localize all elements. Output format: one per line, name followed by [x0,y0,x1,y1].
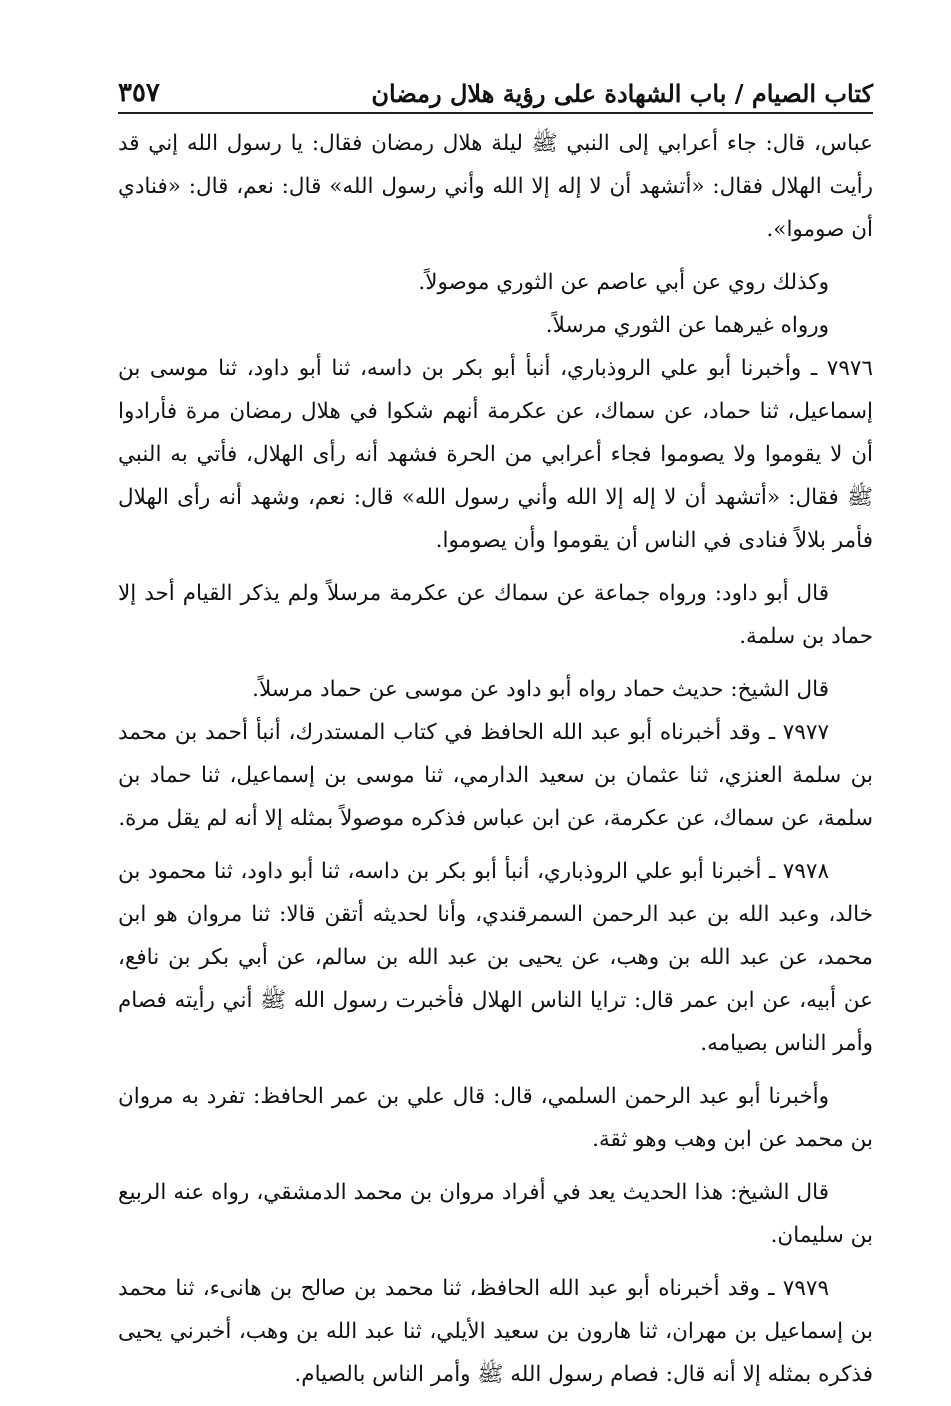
paragraph-note: ورواه غيرهما عن الثوري مرسلاً. [545,313,829,338]
page-header [118,66,873,114]
paragraph-continuation: عباس، قال: جاء أعرابي إلى النبي ﷺ ليلة هلال رمضان فقال: يا رسول الله إني قد رأيت الهلال فقال: «أتشهد أن لا إله إلا الله وأني رسول الله» قال: نعم، قال: «فنادي أن صوموا». [118,131,873,242]
paragraph-note: وكذلك روي عن أبي عاصم عن الثوري موصولاً. [418,270,829,295]
page-number: ٣٥٧ [118,78,160,108]
main-text [118,122,873,1406]
paragraph-comment: قال الشيخ: هذا الحديث يعد في أفراد مروان بن محمد الدمشقي، رواه عنه الربيع بن سليمان. [118,1180,873,1248]
running-title: كتاب الصيام / باب الشهادة على رؤية هلال رمضان [371,79,873,108]
hadith-7979: ٧٩٧٩ ـ وقد أخبرناه أبو عبد الله الحافظ، ثنا محمد بن صالح بن هانىء، ثنا محمد بن إسماعيل بن مهران، ثنا هارون بن سعيد الأيلي، ثنا عبد الله بن وهب، أخبرني يحيى فذكره بمثله إلا أنه قال: فصام رسول الله ﷺ وأمر الناس بالصيام. [118,1276,873,1387]
hadith-7976: ٧٩٧٦ ـ وأخبرنا أبو علي الروذباري، أنبأ أبو بكر بن داسه، ثنا أبو داود، ثنا موسى بن إسماعيل، ثنا حماد، عن سماك، عن عكرمة أنهم شكوا في هلال رمضان مرة فأرادوا أن لا يقوموا ولا يصوموا فجاء أعرابي من الحرة فشهد أنه رأى الهلال، فأتي به النبي ﷺ فقال: «أتشهد أن لا إله إلا الله وأني رسول الله» قال: نعم، وشهد أنه رأى الهلال فأمر بلالاً فنادى في الناس أن يقوموا وأن يصوموا. [118,356,873,553]
hadith-7977: ٧٩٧٧ ـ وقد أخبرناه أبو عبد الله الحافظ في كتاب المستدرك، أنبأ أحمد بن محمد بن سلمة العنزي، ثنا عثمان بن سعيد الدارمي، ثنا موسى بن إسماعيل، ثنا حماد بن سلمة، عن سماك، عن عكرمة، عن ابن عباس فذكره موصولاً بمثله إلا أنه لم يقل مرة. [118,720,873,831]
paragraph-comment: قال أبو داود: ورواه جماعة عن سماك عن عكرمة مرسلاً ولم يذكر القيام أحد إلا حماد بن سلمة. [118,581,873,649]
hadith-7978: ٧٩٧٨ ـ أخبرنا أبو علي الروذباري، أنبأ أبو بكر بن داسه، ثنا أبو داود، ثنا محمود بن خالد، وعبد الله بن عبد الرحمن السمرقندي، وأنا لحديثه أتقن قالا: ثنا مروان هو ابن محمد، عن عبد الله بن وهب، عن يحيى بن عبد الله بن سالم، عن أبي بكر بن نافع، عن أبيه، عن ابن عمر قال: ترايا الناس الهلال فأخبرت رسول الله ﷺ أني رأيته فصام وأمر الناس بصيامه. [118,859,873,1056]
paragraph-comment: وأخبرنا أبو عبد الرحمن السلمي، قال: قال علي بن عمر الحافظ: تفرد به مروان بن محمد عن ابن وهب وهو ثقة. [118,1084,873,1152]
paragraph-comment: قال الشيخ: حديث حماد رواه أبو داود عن موسى عن حماد مرسلاً. [252,677,829,702]
